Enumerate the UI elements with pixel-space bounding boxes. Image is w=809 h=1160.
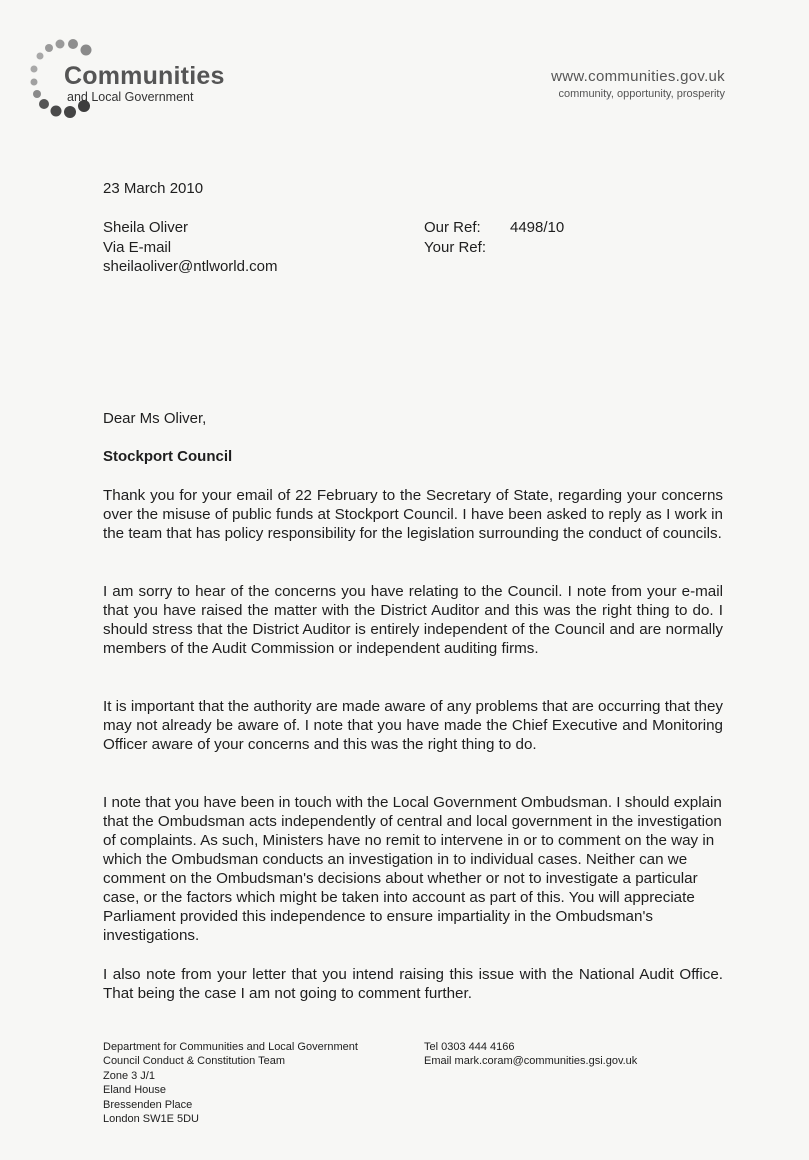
body-paragraph: It is important that the authority are made aware of any problems that are occurring that they may not already be aware of. I note that you have made the Chief Executive and Monitoring Officer aware of your concerns and this was the right thing to do. — [103, 698, 723, 753]
footer-address — [103, 1040, 358, 1126]
recipient-email: sheilaoliver@ntlworld.com — [103, 258, 278, 275]
footer-contact — [424, 1040, 637, 1069]
body-paragraph: I also note from your letter that you intend raising this issue with the National Audit Office. That being the case I am not going to comment further. — [103, 966, 723, 1002]
your-ref-label: Your Ref: — [424, 238, 486, 256]
address-line: Council Conduct & Constitution Team — [103, 1055, 286, 1068]
tagline: community, opportunity, prosperity — [558, 88, 725, 100]
website-url: www.communities.gov.uk — [551, 68, 725, 85]
subject-heading: Stockport Council — [103, 448, 233, 465]
recipient-name: Sheila Oliver — [103, 219, 189, 236]
our-ref-label: Our Ref: — [424, 219, 481, 236]
body-paragraph: I note that you have been in touch with the Local Government Ombudsman. I should explain that the Ombudsman acts independently of central and local government in the investigation of complaints. As such, Ministers have no remit to intervene in or to comment on the way in which the Ombudsman conducts an investigation in to individual cases. Neither can we comment on the Ombudsman's decisions about whether or not to investigate a particular case, or the factors which might be taken into account as part of this. You will appreciate Parliament provided this independence to ensure impartiality in the Ombudsman's investigations. — [103, 794, 722, 944]
body-paragraph: Thank you for your email of 22 February to the Secretary of State, regarding your concerns over the misuse of public funds at Stockport Council. I have been asked to reply as I work in the team that has policy responsibility for the legislation surrounding the conduct of councils. — [103, 487, 723, 542]
footer-tel: Tel 0303 444 4166 — [424, 1041, 515, 1053]
address-line: Eland House — [103, 1084, 166, 1097]
logo-title: Communities — [64, 62, 225, 90]
recipient-block — [103, 218, 277, 277]
salutation: Dear Ms Oliver, — [103, 410, 207, 427]
body-paragraph: I am sorry to hear of the concerns you have relating to the Council. I note from your e-mail that you have raised the matter with the District Auditor and this was the right thing to do. I should stress that the District Auditor is entirely independent of the Council and are normally members of the Audit Commission or independent auditing firms. — [103, 583, 723, 657]
site-info — [551, 68, 725, 100]
address-line: Bressenden Place — [103, 1098, 193, 1111]
footer-email: Email mark.coram@communities.gsi.gov.uk — [424, 1055, 638, 1068]
address-line: London SW1E 5DU — [103, 1113, 199, 1126]
address-line: Department for Communities and Local Government — [103, 1041, 358, 1053]
our-ref-row — [424, 218, 564, 238]
our-ref-value: 4498/10 — [510, 219, 565, 236]
logo-subtitle: and Local Government — [67, 90, 194, 104]
reference-block — [424, 218, 564, 257]
recipient-via: Via E-mail — [103, 238, 172, 256]
letter-date: 23 March 2010 — [103, 180, 204, 197]
address-line: Zone 3 J/1 — [103, 1069, 155, 1082]
your-ref-row — [424, 238, 564, 258]
